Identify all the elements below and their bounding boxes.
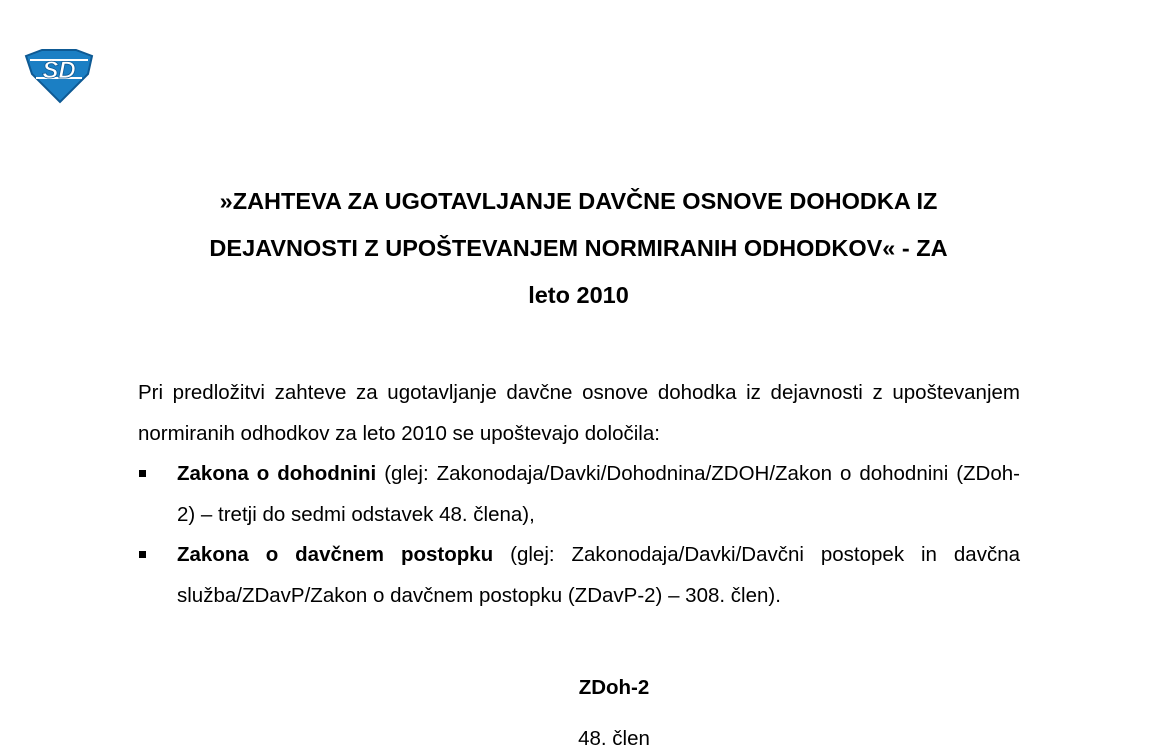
law-reference: (glej: Zakonodaja/Davki/Dohodnina/ZDOH/Zakon o dohodnini (ZDoh-2) – tretji do sedmi odstavek 48. člena), [177, 462, 1020, 526]
sd-logo [22, 48, 96, 104]
document-body [138, 373, 1020, 616]
law-reference: (glej: Zakonodaja/Davki/Davčni postopek in davčna služba/ZDavP/Zakon o davčnem postopku (ZDavP-2) – 308. člen). [177, 543, 1020, 607]
law-name: Zakona o davčnem postopku [177, 543, 494, 566]
section-heading: ZDoh-2 [578, 676, 650, 699]
sd-shield-logo-icon [22, 48, 96, 104]
document-title [120, 178, 1037, 319]
law-name: Zakona o dohodnini [177, 462, 377, 485]
law-list [138, 454, 1020, 616]
title-line-1: »ZAHTEVA ZA UGOTAVLJANJE DAVČNE OSNOVE DOHODKA IZ [219, 188, 938, 214]
intro-paragraph: Pri predložitvi zahteve za ugotavljanje davčne osnove dohodka iz dejavnosti z upoštevanjem normiranih odhodkov za leto 2010 se upoštevajo določila: [138, 381, 1020, 445]
law-list-item [138, 454, 1020, 535]
article-heading: 48. člen [578, 727, 650, 750]
title-line-2: DEJAVNOSTI Z UPOŠTEVANJEM NORMIRANIH ODHODKOV« - ZA [209, 235, 948, 261]
square-bullet-icon [139, 551, 146, 558]
law-list-item [138, 535, 1020, 616]
square-bullet-icon [139, 470, 146, 477]
title-line-3: leto 2010 [528, 282, 629, 308]
logo-letters: SD [42, 57, 76, 84]
